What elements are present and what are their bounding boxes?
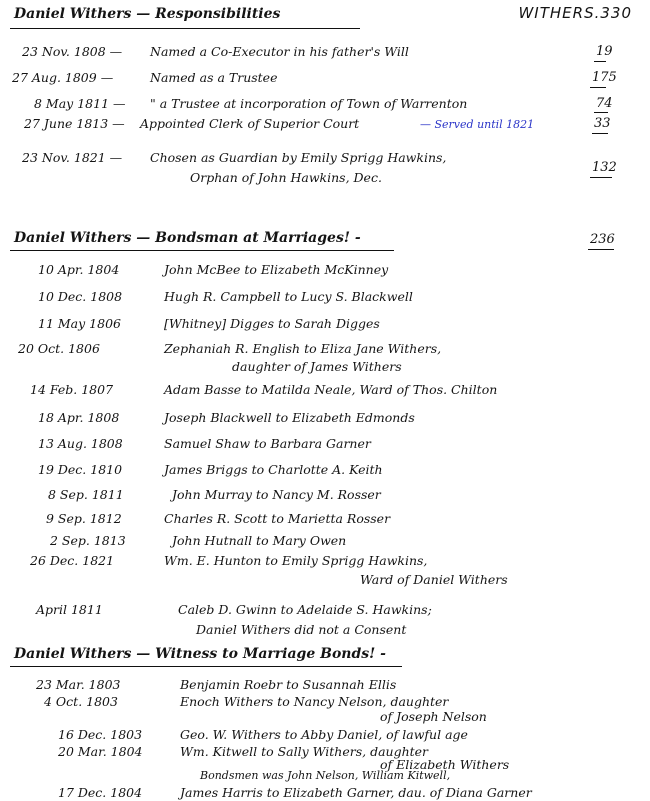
ref-underline	[590, 87, 606, 88]
row-text: Enoch Withers to Nancy Nelson, daughter	[180, 694, 449, 709]
row-note: — Served until 1821	[420, 118, 535, 131]
section3-underline	[10, 666, 402, 667]
row-date: April 1811	[36, 602, 103, 617]
row-date: 4 Oct. 1803	[44, 694, 118, 709]
row-date: 14 Feb. 1807	[30, 382, 114, 397]
row-text: Named a Co-Executor in his father's Will	[150, 44, 409, 59]
row-text: Bondsmen was John Nelson, William Kitwell,	[200, 769, 451, 782]
row-text-continued: daughter of James Withers	[232, 359, 402, 374]
row-date: 19 Dec. 1810	[38, 462, 123, 477]
row-text: James Briggs to Charlotte A. Keith	[164, 462, 383, 477]
row-date: 9 Sep. 1812	[46, 511, 122, 526]
row-text: Wm. E. Hunton to Emily Sprigg Hawkins,	[164, 553, 428, 568]
row-text: John McBee to Elizabeth McKinney	[164, 262, 389, 277]
row-date: 10 Apr. 1804	[38, 262, 120, 277]
row-date: 13 Aug. 1808	[38, 436, 123, 451]
row-date: 8 May 1811 —	[34, 96, 126, 111]
row-date: 23 Nov. 1821 —	[22, 150, 123, 165]
row-text: James Harris to Elizabeth Garner, dau. of Diana Garner	[180, 785, 532, 800]
row-ref: 175	[592, 70, 617, 85]
row-date: 26 Dec. 1821	[30, 553, 115, 568]
section1-heading: Daniel Withers — Responsibilities	[14, 6, 281, 22]
row-text: Charles R. Scott to Marietta Rosser	[164, 511, 391, 526]
ref-underline	[594, 112, 608, 113]
row-date: 23 Nov. 1808 —	[22, 44, 123, 59]
ref-underline	[588, 249, 614, 250]
row-ref: 19	[596, 44, 613, 59]
row-date: 20 Mar. 1804	[58, 744, 143, 759]
ref-underline	[590, 177, 612, 178]
row-text: John Hutnall to Mary Owen	[172, 533, 347, 548]
row-text-continued: of Joseph Nelson	[380, 709, 487, 724]
row-text: Joseph Blackwell to Elizabeth Edmonds	[164, 410, 415, 425]
row-text: " a Trustee at incorporation of Town of Warrenton	[150, 96, 468, 111]
row-text: [Whitney] Digges to Sarah Digges	[164, 316, 380, 331]
row-ref: 132	[592, 160, 617, 175]
section3-heading: Daniel Withers — Witness to Marriage Bonds! -	[14, 646, 386, 662]
row-ref: 33	[594, 116, 611, 131]
row-text-continued: Daniel Withers did not a Consent	[196, 622, 407, 637]
ref-underline	[594, 61, 606, 62]
row-text-continued: of Elizabeth Withers	[380, 757, 510, 772]
row-text: Appointed Clerk of Superior Court	[140, 116, 360, 131]
row-text: Hugh R. Campbell to Lucy S. Blackwell	[164, 289, 413, 304]
row-text: Samuel Shaw to Barbara Garner	[164, 436, 371, 451]
row-text-continued: Ward of Daniel Withers	[360, 572, 508, 587]
row-date: 11 May 1806	[38, 316, 121, 331]
section2-ref: 236	[590, 232, 615, 247]
row-date: 23 Mar. 1803	[36, 677, 121, 692]
row-text: Wm. Kitwell to Sally Withers, daughter	[180, 744, 429, 759]
row-text: Caleb D. Gwinn to Adelaide S. Hawkins;	[178, 602, 432, 617]
section2-heading: Daniel Withers — Bondsman at Marriages! -	[14, 230, 361, 246]
row-date: 2 Sep. 1813	[50, 533, 126, 548]
row-date: 8 Sep. 1811	[48, 487, 124, 502]
row-text-continued: Orphan of John Hawkins, Dec.	[190, 170, 382, 185]
row-date: 17 Dec. 1804	[58, 785, 143, 800]
row-ref: 74	[596, 96, 613, 111]
row-date: 10 Dec. 1808	[38, 289, 123, 304]
page-reference: WITHERS.330	[518, 4, 632, 22]
row-date: 27 Aug. 1809 —	[12, 70, 114, 85]
row-text: John Murray to Nancy M. Rosser	[172, 487, 381, 502]
row-text: Benjamin Roebr to Susannah Ellis	[180, 677, 397, 692]
row-text: Zephaniah R. English to Eliza Jane Withers,	[164, 341, 442, 356]
row-date: 27 June 1813 —	[24, 116, 125, 131]
row-date: 16 Dec. 1803	[58, 727, 143, 742]
section1-underline	[10, 28, 360, 29]
row-text: Chosen as Guardian by Emily Sprigg Hawkins,	[150, 150, 447, 165]
section2-underline	[10, 250, 394, 251]
row-text: Named as a Trustee	[150, 70, 278, 85]
ref-underline	[592, 133, 608, 134]
row-date: 18 Apr. 1808	[38, 410, 120, 425]
row-date: 20 Oct. 1806	[18, 341, 100, 356]
row-text: Adam Basse to Matilda Neale, Ward of Thos. Chilton	[164, 382, 498, 397]
row-text: Geo. W. Withers to Abby Daniel, of lawful age	[180, 727, 468, 742]
